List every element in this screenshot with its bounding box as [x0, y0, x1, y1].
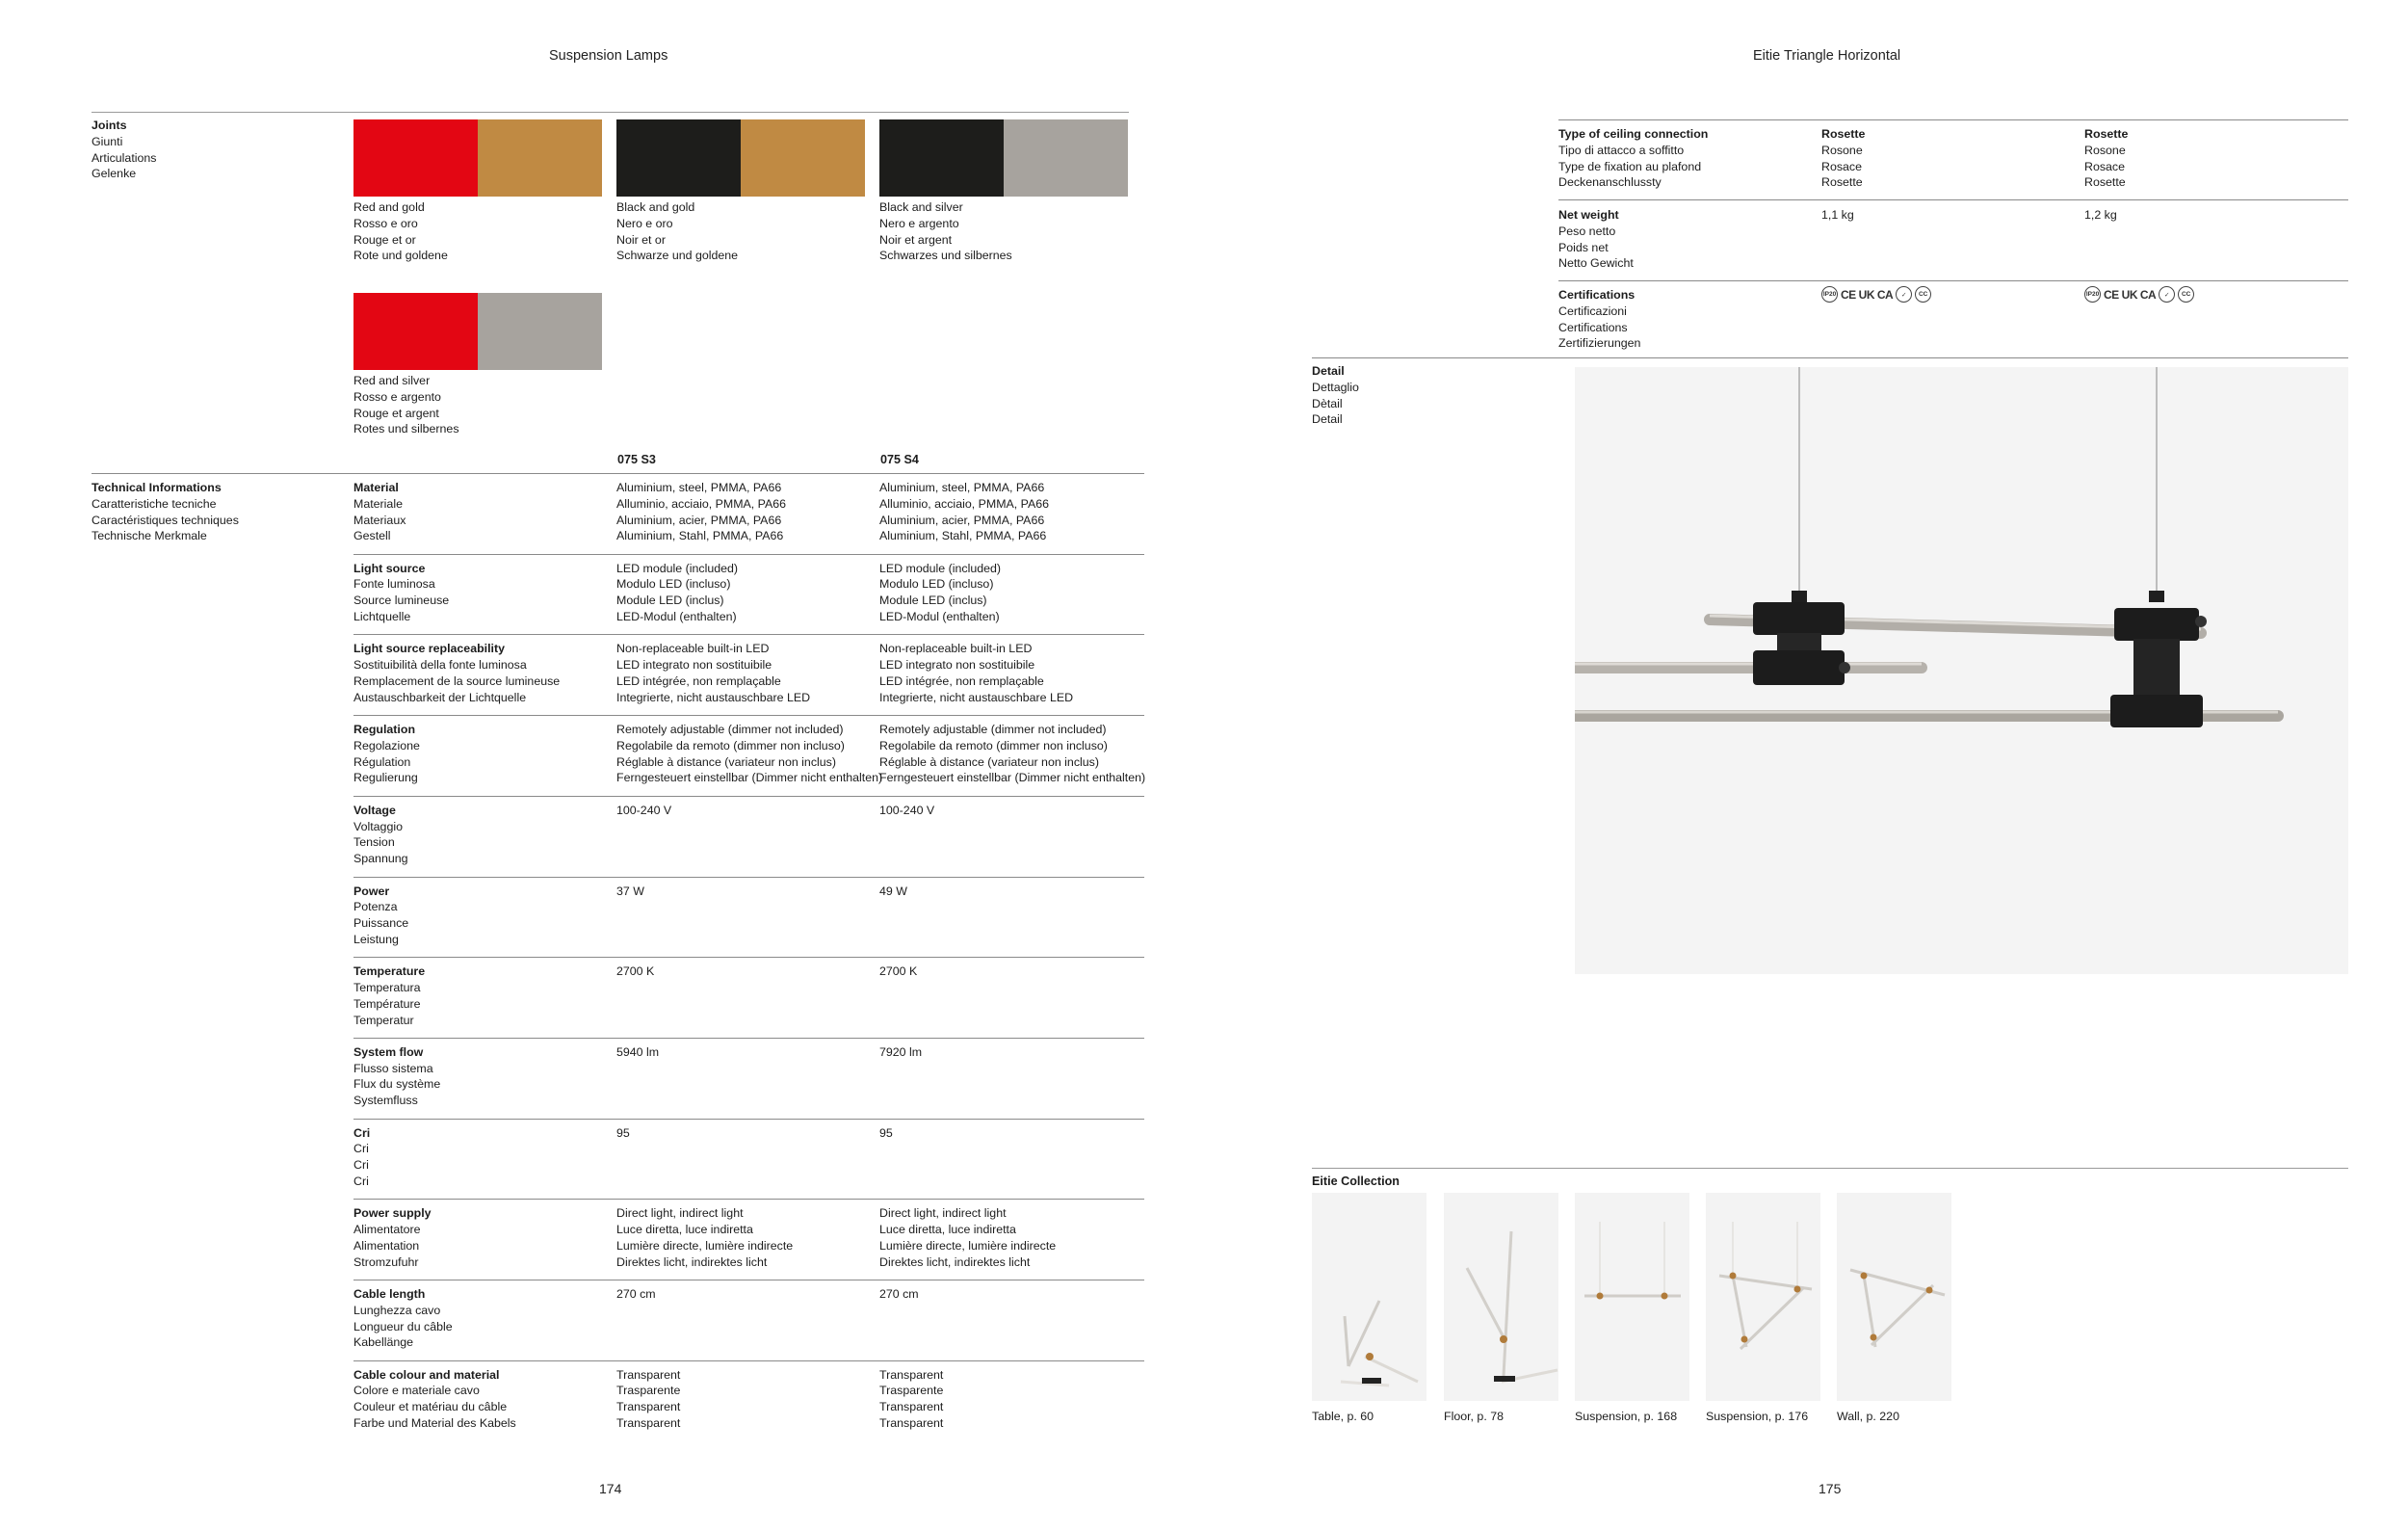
right-page-number: 175 — [1819, 1481, 1842, 1496]
swatch-1-color-1 — [741, 119, 865, 197]
left-page-number: 174 — [599, 1481, 622, 1496]
tech-row-s3-value: Direct light, indirect light Luce diretta, luce indiretta Lumière directe, lumière indirecte Direktes licht, indirektes licht — [616, 1206, 794, 1269]
tech-row-divider — [353, 877, 1144, 878]
spec-row-col1: Rosette Rosone Rosace Rosette — [1821, 127, 1866, 190]
tech-row-name: Temperature Temperatura Température Temperatur — [353, 964, 426, 1027]
tech-row-s3-value: LED module (included) Modulo LED (incluso) Module LED (inclus) LED-Modul (enthalten) — [616, 561, 739, 624]
tech-row-s4-value: Non-replaceable built-in LED LED integrato non sostituibile LED intégrée, non remplaçable Integrierte, nicht austauschbare LED — [879, 642, 1074, 704]
certification-icons-1 — [1821, 286, 1931, 303]
tech-table-rule-top — [92, 473, 1144, 474]
cc-icon: CC — [2178, 286, 2194, 303]
tech-row-s4-value: 95 — [879, 1125, 893, 1140]
swatch-2-color-1 — [1004, 119, 1128, 197]
right-page-header: Eitie Triangle Horizontal — [1753, 48, 1901, 64]
tech-row-s3-value: 95 — [616, 1125, 630, 1140]
tech-row-divider — [353, 1119, 1144, 1120]
collection-rule — [1312, 1168, 2348, 1169]
swatch-2-color-0 — [879, 119, 1004, 197]
joints-label: Joints Giunti Articulations Gelenke — [92, 119, 157, 181]
tech-row-s4-value: 7920 lm — [879, 1044, 923, 1059]
tech-row-s4-value: Remotely adjustable (dimmer not included) Regolabile da remoto (dimmer non incluso) Réglable à distance (variateur non inclus) Ferngesteuert einstellbar (Dimmer nicht enthalten) — [879, 723, 1146, 785]
spec-divider — [1558, 119, 2348, 120]
tech-row-name: Cable colour and material Colore e materiale cavo Couleur et matériau du câble Farbe und Material des Kabels — [353, 1367, 516, 1431]
spec-row-name: Net weight Peso netto Poids net Netto Gewicht — [1558, 208, 1634, 271]
collection-caption-floor: Floor, p. 78 — [1444, 1410, 1504, 1423]
technical-informations-label: Technical Informations Caratteristiche tecniche Caractéristiques techniques Technische Merkmale — [92, 481, 239, 543]
tech-row-s4-value: Direct light, indirect light Luce diretta, luce indiretta Lumière directe, lumière indirecte Direktes licht, indirektes licht — [879, 1206, 1057, 1269]
spec-row-col1: 1,1 kg — [1821, 208, 1854, 222]
tech-row-s4-value: 49 W — [879, 884, 907, 898]
tech-row-s4-value: LED module (included) Modulo LED (incluso) Module LED (inclus) LED-Modul (enthalten) — [879, 561, 1002, 624]
model-075-s4-header: 075 S4 — [880, 453, 919, 466]
tech-row-s4-value: 2700 K — [879, 964, 918, 979]
detail-label: Detail Dettaglio Dètail Detail — [1312, 364, 1359, 427]
swatch-0-label: Red and gold Rosso e oro Rouge et or Rote und goldene — [353, 200, 448, 263]
tech-row-s3-value: 2700 K — [616, 964, 655, 979]
swatch-0-color-0 — [353, 119, 478, 197]
certification-icons-2 — [2084, 286, 2194, 303]
collection-thumb-wall — [1837, 1193, 1951, 1401]
collection-thumb-suspension-168 — [1575, 1193, 1689, 1401]
tech-row-divider — [353, 1360, 1144, 1361]
tech-row-name: Power supply Alimentatore Alimentation Stromzufuhr — [353, 1206, 432, 1269]
tech-row-s4-value: 100-240 V — [879, 803, 935, 817]
tech-row-name: Cable length Lunghezza cavo Longueur du câble Kabellänge — [353, 1287, 453, 1350]
tech-row-name: Power Potenza Puissance Leistung — [353, 884, 409, 946]
tech-row-s3-value: Transparent Trasparente Transparent Transparent — [616, 1367, 681, 1431]
tech-row-s3-value: 5940 lm — [616, 1044, 660, 1059]
tech-row-s3-value: Aluminium, steel, PMMA, PA66 Alluminio, acciaio, PMMA, PA66 Aluminium, acier, PMMA, PA66 Aluminium, Stahl, PMMA, PA66 — [616, 481, 787, 543]
spec-row-col2: Rosette Rosone Rosace Rosette — [2084, 127, 2129, 190]
swatch-3-color-1 — [478, 293, 602, 370]
uk-ca-icon: UK CA — [2121, 287, 2157, 302]
tech-row-s4-value: 270 cm — [879, 1287, 919, 1301]
collection-caption-table: Table, p. 60 — [1312, 1410, 1374, 1423]
ip20-icon: IP20 — [2084, 286, 2101, 303]
collection-caption-suspension-176: Suspension, p. 176 — [1706, 1410, 1809, 1423]
spec-row-name: Type of ceiling connection Tipo di attacco a soffitto Type de fixation au plafond Deckenanschlussty — [1558, 127, 1709, 190]
tech-row-s4-value: Aluminium, steel, PMMA, PA66 Alluminio, acciaio, PMMA, PA66 Aluminium, acier, PMMA, PA66 Aluminium, Stahl, PMMA, PA66 — [879, 481, 1050, 543]
detail-photo — [1575, 367, 2348, 974]
swatch-3-color-0 — [353, 293, 478, 370]
tech-row-name: Material Materiale Materiaux Gestell — [353, 481, 406, 543]
approval-mark-icon: ✓ — [1896, 286, 1912, 303]
spec-row-name: Certifications Certificazioni Certifications Zertifizierungen — [1558, 288, 1641, 351]
tech-row-name: Voltage Voltaggio Tension Spannung — [353, 803, 408, 866]
tech-row-name: Light source Fonte luminosa Source lumineuse Lichtquelle — [353, 561, 450, 624]
swatch-3-label: Red and silver Rosso e argento Rouge et argent Rotes und silbernes — [353, 374, 459, 436]
tech-row-name: System flow Flusso sistema Flux du système Systemfluss — [353, 1044, 441, 1108]
top-rule — [92, 112, 1129, 113]
ce-icon: CE — [1841, 287, 1856, 302]
tech-row-divider — [353, 554, 1144, 555]
swatch-1-color-0 — [616, 119, 741, 197]
collection-thumb-suspension-176 — [1706, 1193, 1820, 1401]
tech-row-s3-value: 37 W — [616, 884, 644, 898]
tech-row-name: Cri Cri Cri Cri — [353, 1125, 371, 1188]
tech-row-divider — [353, 957, 1144, 958]
left-page-header: Suspension Lamps — [549, 48, 668, 64]
approval-mark-icon: ✓ — [2159, 286, 2175, 303]
uk-ca-icon: UK CA — [1858, 287, 1894, 302]
tech-row-s3-value: Remotely adjustable (dimmer not included) Regolabile da remoto (dimmer non incluso) Réglable à distance (variateur non inclus) Ferngesteuert einstellbar (Dimmer nicht enthalten) — [616, 723, 883, 785]
tech-row-s3-value: 270 cm — [616, 1287, 656, 1301]
tech-row-s3-value: Non-replaceable built-in LED LED integrato non sostituibile LED intégrée, non remplaçable Integrierte, nicht austauschbare LED — [616, 642, 811, 704]
ce-icon: CE — [2104, 287, 2119, 302]
tech-row-name: Light source replaceability Sostituibilità della fonte luminosa Remplacement de la source lumineuse Austauschbarkeit der Lichtquelle — [353, 642, 561, 704]
collection-caption-suspension-168: Suspension, p. 168 — [1575, 1410, 1678, 1423]
model-075-s3-header: 075 S3 — [617, 453, 656, 466]
swatch-1-label: Black and gold Nero e oro Noir et or Schwarze und goldene — [616, 200, 739, 263]
tech-row-divider — [353, 1199, 1144, 1200]
ip20-icon: IP20 — [1821, 286, 1838, 303]
collection-caption-wall: Wall, p. 220 — [1837, 1410, 1899, 1423]
collection-title: Eitie Collection — [1312, 1175, 1400, 1188]
swatch-2-label: Black and silver Nero e argento Noir et argent Schwarzes und silbernes — [879, 200, 1012, 263]
swatch-0-color-1 — [478, 119, 602, 197]
tech-row-divider — [353, 715, 1144, 716]
tech-row-name: Regulation Regolazione Régulation Regulierung — [353, 723, 420, 785]
collection-thumb-table — [1312, 1193, 1426, 1401]
tech-row-s4-value: Transparent Trasparente Transparent Transparent — [879, 1367, 944, 1431]
spec-row-col2: 1,2 kg — [2084, 208, 2117, 222]
tech-row-divider — [353, 796, 1144, 797]
tech-row-s3-value: 100-240 V — [616, 803, 672, 817]
tech-row-divider — [353, 634, 1144, 635]
tech-row-divider — [353, 1038, 1144, 1039]
cc-icon: CC — [1915, 286, 1931, 303]
spec-divider — [1312, 357, 2348, 358]
collection-thumb-floor — [1444, 1193, 1558, 1401]
spec-divider — [1558, 280, 2348, 281]
spec-divider — [1558, 199, 2348, 200]
